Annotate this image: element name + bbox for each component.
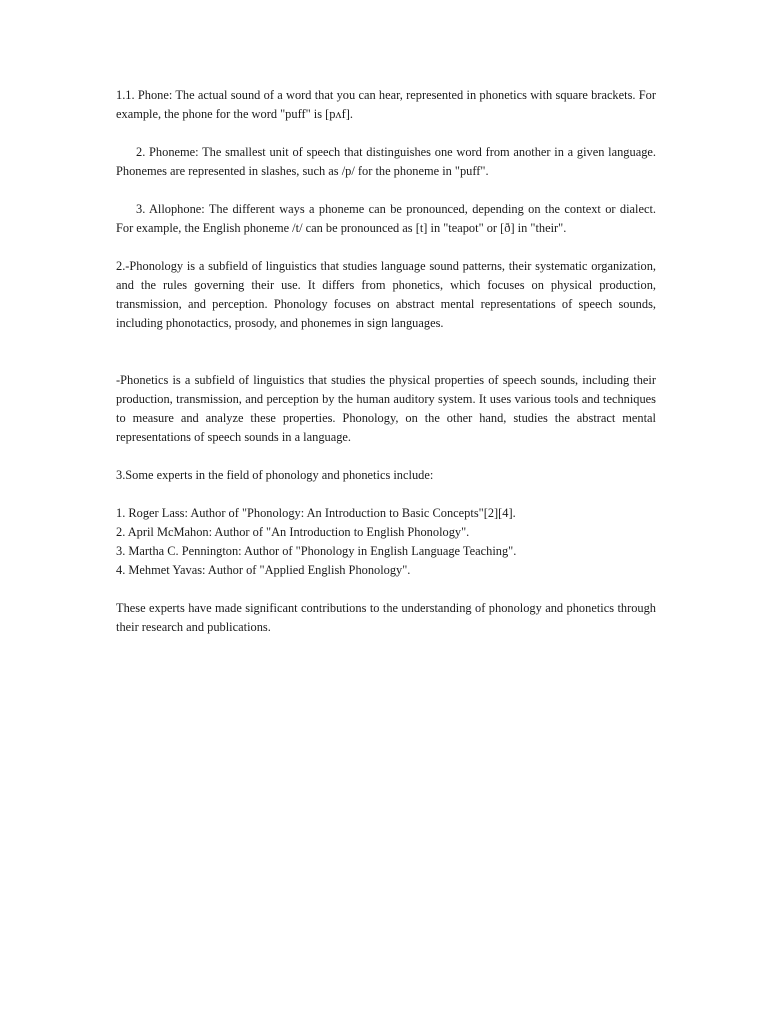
paragraph-phoneme: 2. Phoneme: The smallest unit of speech that distinguishes one word from another in a given language. Phonemes are represented in slashes, such as /p/ for the phoneme in "puff".: [116, 145, 656, 178]
document-body: [116, 86, 656, 637]
paragraph-phonetics: -Phonetics is a subfield of linguistics that studies the physical properties of speech sounds, including their production, transmission, and perception by the human auditory system. It uses various tools and techniques to measure and analyze these properties. Phonology, on the other hand, studies the abstract mental representations of speech sounds in a language.: [116, 373, 656, 444]
paragraph-phonology: 2.-Phonology is a subfield of linguistics that studies language sound patterns, their systematic organization, and the rules governing their use. It differs from phonetics, which focuses on physical production, transmission, and perception. Phonology focuses on abstract mental representations of speech sounds, including phonotactics, prosody, and phonemes in sign languages.: [116, 259, 656, 330]
list-item: 4. Mehmet Yavas: Author of "Applied English Phonology".: [116, 563, 411, 577]
list-item: 1. Roger Lass: Author of "Phonology: An Introduction to Basic Concepts"[2][4].: [116, 506, 516, 520]
list-item: 3. Martha C. Pennington: Author of "Phonology in English Language Teaching".: [116, 544, 517, 558]
experts-list: [116, 504, 656, 580]
paragraph-allophone: 3. Allophone: The different ways a phoneme can be pronounced, depending on the context or dialect. For example, the English phoneme /t/ can be pronounced as [t] in "teapot" or [ð] in "their".: [116, 202, 656, 235]
paragraph-experts-intro: 3.Some experts in the field of phonology and phonetics include:: [116, 468, 434, 482]
list-item: 2. April McMahon: Author of "An Introduction to English Phonology".: [116, 525, 470, 539]
paragraph-phone: 1.1. Phone: The actual sound of a word that you can hear, represented in phonetics with square brackets. For example, the phone for the word "puff" is [pʌf].: [116, 88, 656, 121]
paragraph-conclusion: These experts have made significant contributions to the understanding of phonology and phonetics through their research and publications.: [116, 601, 656, 634]
